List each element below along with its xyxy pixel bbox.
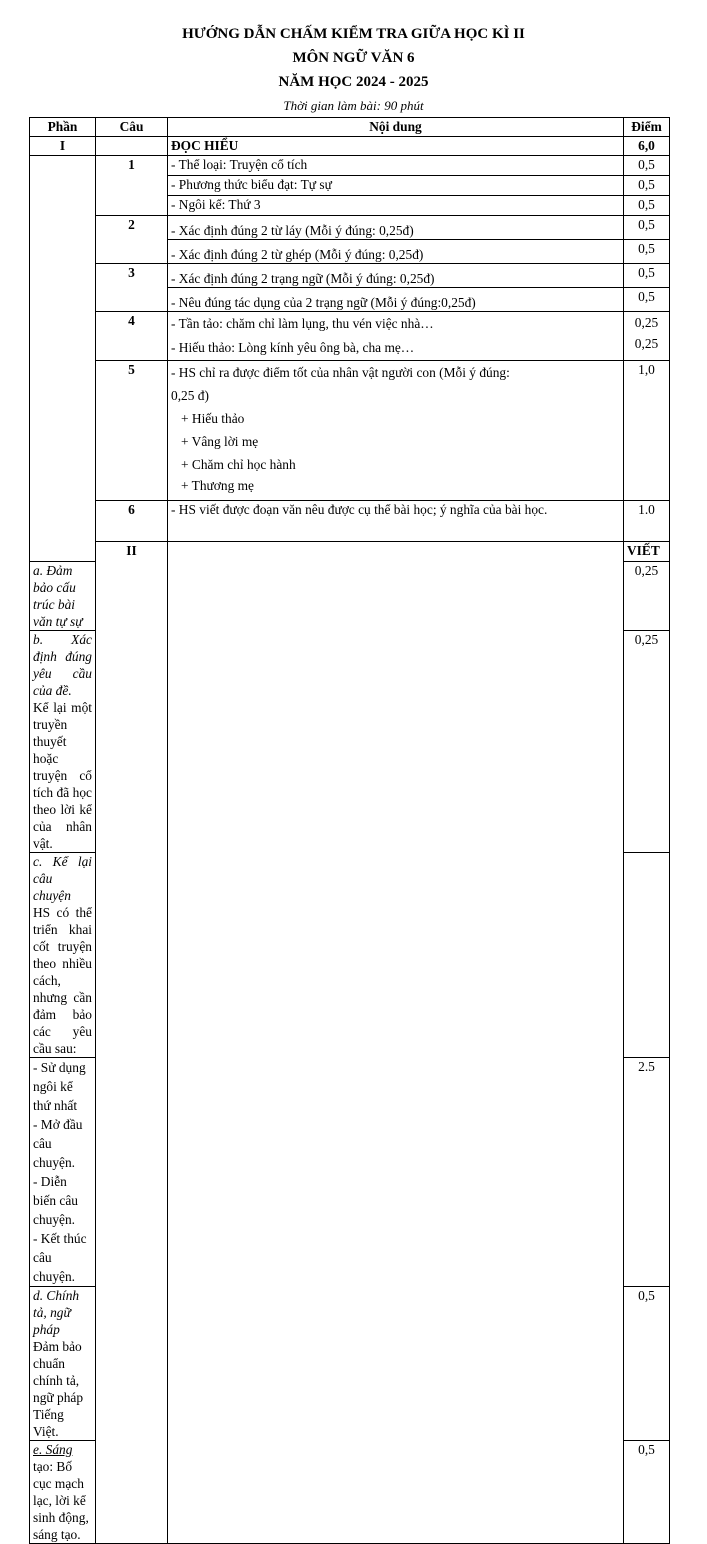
part2-c-title: c. Kể lại câu chuyện <box>33 854 92 903</box>
part2-e-content <box>30 1441 96 1544</box>
part2-b-title: b. Xác định đúng yêu cầu của đề. <box>33 632 92 698</box>
q5-bullet1: + Hiếu thảo <box>181 411 245 426</box>
q2-row2: - Xác định đúng 2 từ ghép (Mỗi ý đúng: 0,25đ) <box>168 240 624 264</box>
part2-a-score: 0,25 <box>624 562 670 631</box>
part2-c-content <box>30 853 96 1058</box>
doc-subject: MÔN NGỮ VĂN 6 <box>292 50 415 66</box>
table-row <box>30 264 670 288</box>
q4-number: 4 <box>96 312 168 361</box>
q5-score: 1,0 <box>624 361 670 501</box>
part1-number: I <box>30 137 96 156</box>
table-row <box>30 156 670 176</box>
col-header-phan: Phần <box>30 118 96 137</box>
part2-number: II <box>96 542 168 1544</box>
grading-table <box>29 117 670 1544</box>
q2-row1: - Xác định đúng 2 từ láy (Mỗi ý đúng: 0,25đ) <box>168 216 624 240</box>
doc-title: HƯỚNG DẪN CHẤM KIỂM TRA GIỮA HỌC KÌ II <box>182 26 525 42</box>
part2-c-line2: - Mở đầu câu chuyện. <box>33 1117 83 1170</box>
q4-scores <box>624 312 670 361</box>
col-header-diem: Điểm <box>624 118 670 137</box>
part1-header-row <box>30 137 670 156</box>
q1-score2: 0,5 <box>624 176 670 196</box>
q6-number: 6 <box>96 501 168 542</box>
part2-c-line1: - Sử dụng ngôi kể thứ nhất <box>33 1060 86 1113</box>
part2-d-title: d. Chính tả, ngữ pháp <box>33 1288 80 1337</box>
q2-score2: 0,5 <box>624 240 670 264</box>
part1-empty-cau <box>96 137 168 156</box>
part2-empty-cau <box>168 542 624 1544</box>
part2-c-line3: - Diễn biến câu chuyện. <box>33 1174 78 1227</box>
part2-title: VIẾT <box>624 542 670 562</box>
part2-e-label: e. Sáng <box>33 1442 73 1457</box>
col-header-cau: Câu <box>96 118 168 137</box>
q1-score3: 0,5 <box>624 196 670 216</box>
q6-score: 1.0 <box>624 501 670 542</box>
q4-line1: - Tần tảo: chăm chỉ làm lụng, thu vén việc nhà… <box>171 316 434 331</box>
q3-row2: - Nêu đúng tác dụng của 2 trạng ngữ (Mỗi ý đúng:0,25đ) <box>168 288 624 312</box>
q3-score2: 0,5 <box>624 288 670 312</box>
part2-c-text: HS có thể triển khai cốt truyện theo nhiều cách, nhưng cần đảm bảo các yêu cầu sau: <box>33 905 92 1056</box>
q5-line1: - HS chỉ ra được điểm tốt của nhân vật người con (Mỗi ý đúng: <box>171 365 510 380</box>
q4-score1: 0,25 <box>634 315 659 330</box>
q1-row2: - Phương thức biểu đạt: Tự sự <box>168 176 624 196</box>
q5-line2: 0,25 đ) <box>171 388 209 403</box>
q1-row3: - Ngôi kể: Thứ 3 <box>168 196 624 216</box>
q1-row1: - Thể loại: Truyện cổ tích <box>168 156 624 176</box>
table-row <box>30 361 670 501</box>
q5-bullet4: + Thương mẹ <box>181 478 254 493</box>
table-row <box>30 501 670 542</box>
q3-number: 3 <box>96 264 168 312</box>
doc-time: Thời gian làm bài: 90 phút <box>283 98 424 113</box>
q1-number: 1 <box>96 156 168 216</box>
q5-bullet2: + Vâng lời mẹ <box>181 434 259 449</box>
q4-content <box>168 312 624 361</box>
table-row <box>30 312 670 361</box>
table-header-row <box>30 118 670 137</box>
part1-total: 6,0 <box>624 137 670 156</box>
q5-content <box>168 361 624 501</box>
part2-b-score: 0,25 <box>624 631 670 853</box>
table-row <box>30 216 670 240</box>
q2-score1: 0,5 <box>624 216 670 240</box>
q5-bullet3: + Chăm chỉ học hành <box>181 457 296 472</box>
part2-b-content <box>30 631 96 853</box>
part2-e-score: 0,5 <box>624 1441 670 1544</box>
col-header-noidung: Nội dung <box>168 118 624 137</box>
q1-score1: 0,5 <box>624 156 670 176</box>
q2-number: 2 <box>96 216 168 264</box>
q4-score2: 0,25 <box>634 336 659 351</box>
part1-phan-cell <box>30 156 96 562</box>
part2-b-text: Kể lại một truyền thuyết hoặc truyện cổ tích đã học theo lời kể của nhân vật. <box>33 700 92 851</box>
q3-score1: 0,5 <box>624 264 670 288</box>
part2-a-text: a. Đảm bảo cấu trúc bài văn tự sự <box>30 562 96 631</box>
part2-header-row <box>30 542 670 562</box>
q4-line2: - Hiếu thảo: Lòng kính yêu ông bà, cha mẹ… <box>171 340 415 355</box>
part2-c-list <box>30 1058 96 1287</box>
part2-d-content <box>30 1287 96 1441</box>
part2-c-line4: - Kết thúc câu chuyện. <box>33 1231 87 1284</box>
part2-e-text: tạo: Bố cục mạch lạc, lời kể sinh động, sáng tạo. <box>33 1459 89 1542</box>
q6-content: - HS viết được đoạn văn nêu được cụ thể bài học; ý nghĩa của bài học. <box>168 501 624 542</box>
part2-d-score: 0,5 <box>624 1287 670 1441</box>
part1-title: ĐỌC HIỂU <box>168 137 624 156</box>
q5-number: 5 <box>96 361 168 501</box>
part2-c-score: 2.5 <box>624 1058 670 1287</box>
q3-row1: - Xác định đúng 2 trạng ngữ (Mỗi ý đúng: 0,25đ) <box>168 264 624 288</box>
doc-year: NĂM HỌC 2024 - 2025 <box>278 74 429 90</box>
part2-c-empty-score <box>624 853 670 1058</box>
part2-d-text: Đảm bảo chuẩn chính tả, ngữ pháp Tiếng Việt. <box>33 1339 84 1439</box>
